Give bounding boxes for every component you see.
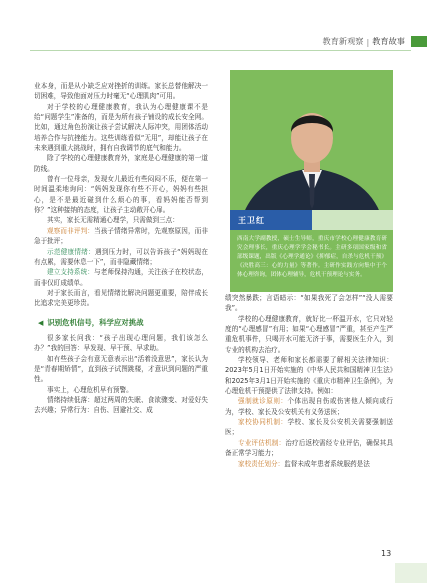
keyword-text: 当孩子情绪异常时，先观察原因，而非急于批评； <box>34 226 209 246</box>
paragraph: 学校的心理健康教育，就好比一杯温开水，它只对轻度的“心理感冒”有用；如果“心理感冒”严重，甚至产生严重危机事件，只喝开水可能无济于事，需要医生介入，到专业的机构去治疗。 <box>225 314 393 354</box>
section-name: 教育故事 <box>372 36 405 46</box>
paragraph: 曾有一位母亲，发现女儿最近有些闷闷不乐，便在第一时间温柔地询问：“妈妈发现你有些不开心，妈妈有些担心，是不是最近碰到什么烦心的事，看妈妈能否帮到你？”这种接纳的态度，让孩子主动敞开心扉。 <box>34 175 208 215</box>
keyword: 强制就诊原则： <box>238 397 288 406</box>
left-text-column <box>34 81 208 416</box>
keyword-text: 遇到压力时，可以告诉孩子“妈妈现在有点累，需要休息一下”，而非隐藏情绪； <box>34 247 209 266</box>
name-bar <box>230 210 393 230</box>
profile-bio: 西南大学副教授，硕士生导师，重庆市学校心理健康教育研究会理事长，重庆心理学学会秘书长。主研多项国家级和省部级课题，出版《心理学通论》《抑郁症，自杀与危机干预》《决胜高三：心的力量》等著作。主研作实践方向集中于个体心理咨询，团体心理辅导，危机干预理论与实务。 <box>237 236 387 278</box>
footer-accent <box>395 563 427 583</box>
keyword-paragraph <box>225 396 393 417</box>
portrait-illustration <box>230 70 393 225</box>
paragraph: 情绪持续低落：超过两周的失眠、食欲骤变、对爱好失去兴趣；异常行为：自伤、回避社交、成 <box>34 395 208 415</box>
header-separator: | <box>366 36 370 47</box>
keyword-paragraph <box>34 267 208 288</box>
paragraph: 绩突然暴跌；言语暗示：“如果我死了会怎样”“没人需要我”。 <box>225 294 393 313</box>
keyword: 专业评估机制： <box>238 438 286 447</box>
header-divider <box>30 50 411 51</box>
section-heading <box>38 318 208 328</box>
paragraph: 事实上，心理危机早有预警。 <box>47 385 133 394</box>
keyword-paragraph <box>34 247 208 268</box>
header-accent-bar <box>411 36 427 47</box>
paragraph: 其实，家长无需精通心理学，只需做到三点： <box>47 216 179 225</box>
arrow-icon: ◀ <box>38 318 44 327</box>
keyword-text: 个体出现自伤或伤害他人倾向或行为，学校、家长及公安机关有义务送医； <box>225 397 393 416</box>
right-text-column <box>225 293 393 469</box>
keyword: 家校责任划分： <box>238 459 285 468</box>
page-number: 13 <box>381 549 392 558</box>
paragraph: 对于家长而言，看见情绪比解决问题更重要，陪伴成长比追求完美更珍贵。 <box>34 288 208 308</box>
profile-name: 王卫红 <box>230 210 312 230</box>
keyword-text: 学校、家长及公安机关需要强制送医； <box>225 418 393 437</box>
keyword-text: 与老师保持沟通，关注孩子在校状态，而非仅盯成绩单。 <box>34 268 209 287</box>
section-heading-text: 识别危机信号，科学应对挑战 <box>47 317 144 327</box>
paragraph: 业本身，而是从小缺乏应对挫折的训练。家长总替他解决一切困难，导致他面对压力时毫无“心理肌肉”可用。 <box>34 82 208 101</box>
portrait-photo <box>230 70 393 225</box>
page-header <box>323 36 405 47</box>
column-name: 教育新观察 <box>322 36 364 46</box>
paragraph: 如有些孩子会有意无意表示出“活着没意思”，家长认为是“青春期矫情”，直到孩子试图跳楼，才意识到问题的严重性。 <box>34 354 208 384</box>
keyword: 家校协同机制： <box>238 418 288 427</box>
profile-card <box>230 70 393 292</box>
name-bar-fill <box>312 210 393 230</box>
paragraph: 对于学校的心理健康教育，我认为心理健康课不是给“问题学生”准备的，而是为所有孩子铺设的成长安全网。比如，通过角色扮演让孩子尝试解决人际冲突，用团体活动培养合作与抗挫能力。这些训练看似“无用”，却能让孩子在未来遇到重大挑战时，拥有自我调节的底气和能力。 <box>34 102 208 153</box>
keyword-text: 监督未成年患者系统服药是法 <box>284 459 370 468</box>
keyword: 观察而非评判： <box>47 226 94 235</box>
keyword-paragraph <box>225 438 393 459</box>
keyword-text: 治疗后返校需经专业评估，确保其具备正常学习能力； <box>225 438 394 458</box>
paragraph: 很多家长问我：“孩子出现心理问题，我们该怎么办？”我的回答：早发现、早干预、早求助。 <box>34 333 208 353</box>
keyword-paragraph <box>225 417 393 438</box>
keyword-paragraph <box>225 459 393 469</box>
paragraph: 学校领导、老师和家长都需要了解相关法律知识：2023年5月1日开始实施的《中华人民共和国精神卫生法》和2025年3月1日开始实施的《重庆市精神卫生条例》，为心理危机干预提供了法律支持。例如： <box>225 356 393 396</box>
paragraph: 除了学校的心理健康教育外，家庭是心理健康的第一道防线。 <box>34 154 208 173</box>
keyword: 示范健康情绪： <box>47 247 95 256</box>
keyword: 建立支持系统： <box>47 268 94 277</box>
keyword-paragraph <box>34 226 208 247</box>
